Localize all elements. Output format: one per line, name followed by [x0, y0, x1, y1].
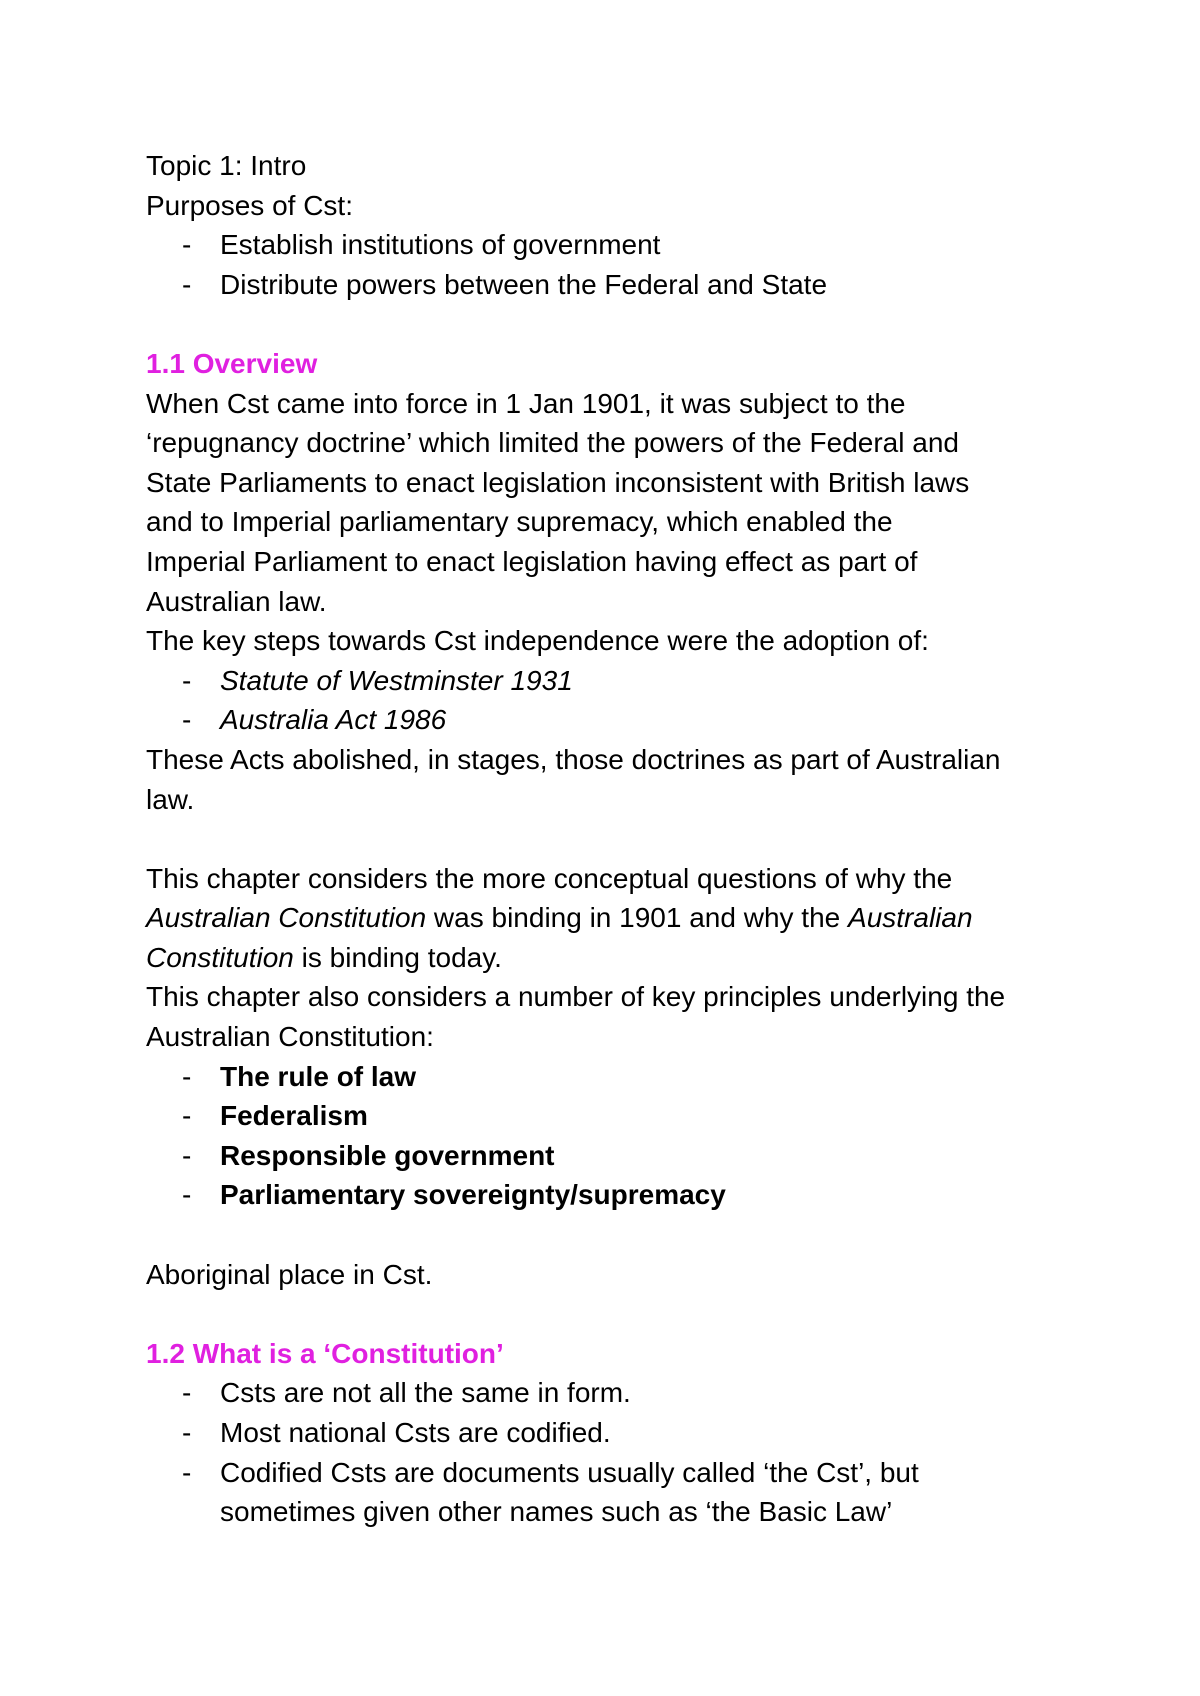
topic-title: Topic 1: Intro — [146, 150, 307, 181]
acts-list — [146, 661, 1076, 740]
dash-marker: - — [182, 1417, 192, 1448]
document-page — [146, 146, 1076, 1532]
list-item: - Statute of Westminster 1931 — [146, 661, 1076, 701]
list-item: - Australia Act 1986 — [146, 700, 1076, 740]
list-item: - Codified Csts are documents usually called ‘the Cst’, but sometimes given other names such as ‘the Basic Law’ — [146, 1453, 1076, 1532]
paragraph-line: and to Imperial parliamentary supremacy, which enabled the — [146, 506, 893, 538]
paragraph-line: law. — [146, 783, 195, 815]
list-item: - Federalism — [146, 1096, 1076, 1136]
dash-marker: - — [182, 1100, 192, 1132]
dash-marker: - — [182, 229, 192, 261]
section-heading-1-2: 1.2 What is a ‘Constitution’ — [146, 1337, 504, 1369]
purposes-label: Purposes of Cst: — [146, 189, 353, 221]
dash-marker: - — [182, 704, 192, 736]
paragraph-line: Australian law. — [146, 585, 327, 617]
dash-marker: - — [182, 1377, 192, 1409]
principles-list — [146, 1057, 1076, 1215]
dash-marker: - — [182, 664, 192, 696]
list-item: - Most national Csts are codified. — [146, 1413, 1076, 1453]
list-item: - Responsible government — [146, 1136, 1076, 1176]
list-item: - Csts are not all the same in form. — [146, 1373, 1076, 1413]
paragraph-line: When Cst came into force in 1 Jan 1901, it was subject to the — [146, 387, 906, 419]
section-heading-1-1: 1.1 Overview — [146, 347, 318, 379]
paragraph-line: Australian Constitution was binding in 1901 and why the Australian — [146, 902, 973, 934]
dash-marker: - — [182, 1060, 192, 1092]
aboriginal-note: Aboriginal place in Cst. — [146, 1258, 433, 1290]
paragraph-line: This chapter also considers a number of key principles underlying the — [146, 981, 1006, 1013]
paragraph-line: This chapter considers the more conceptual questions of why the — [146, 862, 953, 894]
list-item: - Distribute powers between the Federal and State — [146, 265, 1076, 305]
dash-marker: - — [182, 1139, 192, 1171]
purposes-list — [146, 225, 1076, 304]
paragraph-line: State Parliaments to enact legislation inconsistent with British laws — [146, 466, 970, 498]
paragraph-line: Constitution is binding today. — [146, 941, 502, 973]
list-item: - Parliamentary sovereignty/supremacy — [146, 1175, 1076, 1215]
dash-marker: - — [182, 268, 192, 300]
steps-intro: The key steps towards Cst independence were the adoption of: — [146, 625, 929, 657]
dash-marker: - — [182, 1456, 192, 1488]
list-item: - The rule of law — [146, 1057, 1076, 1097]
paragraph-line: ‘repugnancy doctrine’ which limited the powers of the Federal and — [146, 427, 959, 459]
paragraph-line: These Acts abolished, in stages, those doctrines as part of Australian — [146, 743, 1001, 775]
list-item: - Establish institutions of government — [146, 225, 1076, 265]
paragraph-line: Imperial Parliament to enact legislation having effect as part of — [146, 545, 918, 577]
dash-marker: - — [182, 1179, 192, 1211]
constitution-points-list — [146, 1373, 1076, 1531]
paragraph-line: Australian Constitution: — [146, 1021, 434, 1053]
